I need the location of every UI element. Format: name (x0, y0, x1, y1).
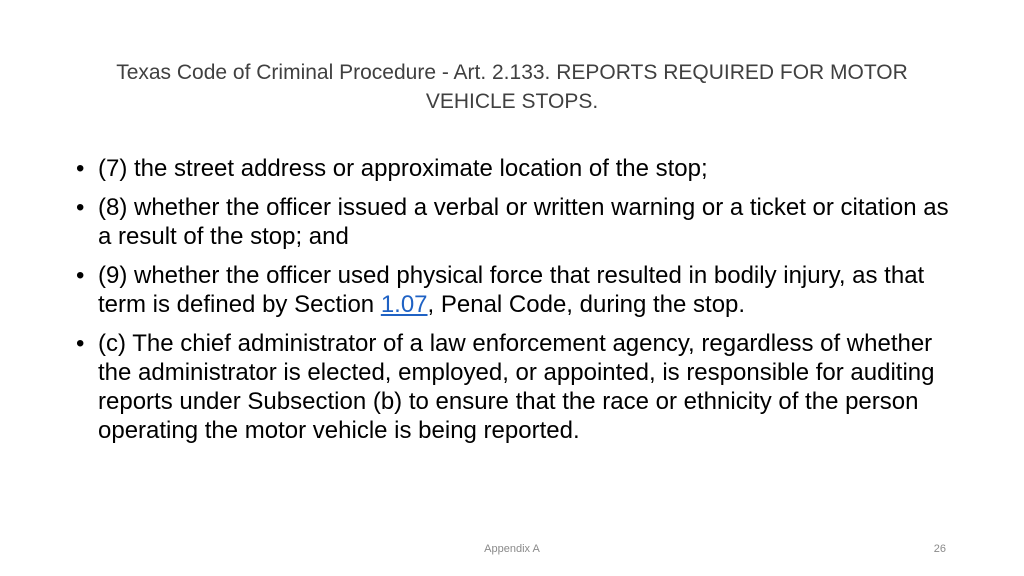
bullet-list (76, 154, 956, 455)
bullet-item-c (76, 329, 956, 445)
slide-title-line-2: VEHICLE STOPS. (425, 90, 599, 113)
bullet-item-9 (76, 261, 956, 319)
bullet-item-7 (76, 154, 956, 183)
bullet-dot-icon: • (76, 262, 85, 289)
bullet-dot-icon: • (76, 194, 85, 221)
bullet-text-before-link: (9) whether the officer used physical force that resulted in bodily injury, as that term is defined by Section (98, 262, 925, 318)
slide-title (90, 58, 934, 116)
bullet-text: (8) whether the officer issued a verbal or written warning or a ticket or citation as a result of the stop; and (98, 194, 949, 250)
bullet-dot-icon: • (76, 330, 85, 357)
slide-footer: Appendix A (484, 543, 540, 555)
bullet-text-after-link: , Penal Code, during the stop. (427, 291, 746, 318)
page-number: 26 (933, 543, 946, 555)
slide-title-line-1: Texas Code of Criminal Procedure - Art. 2.133. REPORTS REQUIRED FOR MOTOR (116, 61, 908, 84)
bullet-text: (c) The chief administrator of a law enforcement agency, regardless of whether the administrator is elected, employed, or appointed, is responsible for auditing reports under Subsection (b) to ensure that the race or ethnicity of the person operating the motor vehicle is being reported. (98, 330, 935, 444)
bullet-item-8 (76, 193, 956, 251)
bullet-dot-icon: • (76, 155, 85, 182)
bullet-text: (7) the street address or approximate location of the stop; (98, 155, 708, 182)
section-1-07-link[interactable]: 1.07 (380, 291, 428, 318)
bullet-text (98, 261, 956, 319)
